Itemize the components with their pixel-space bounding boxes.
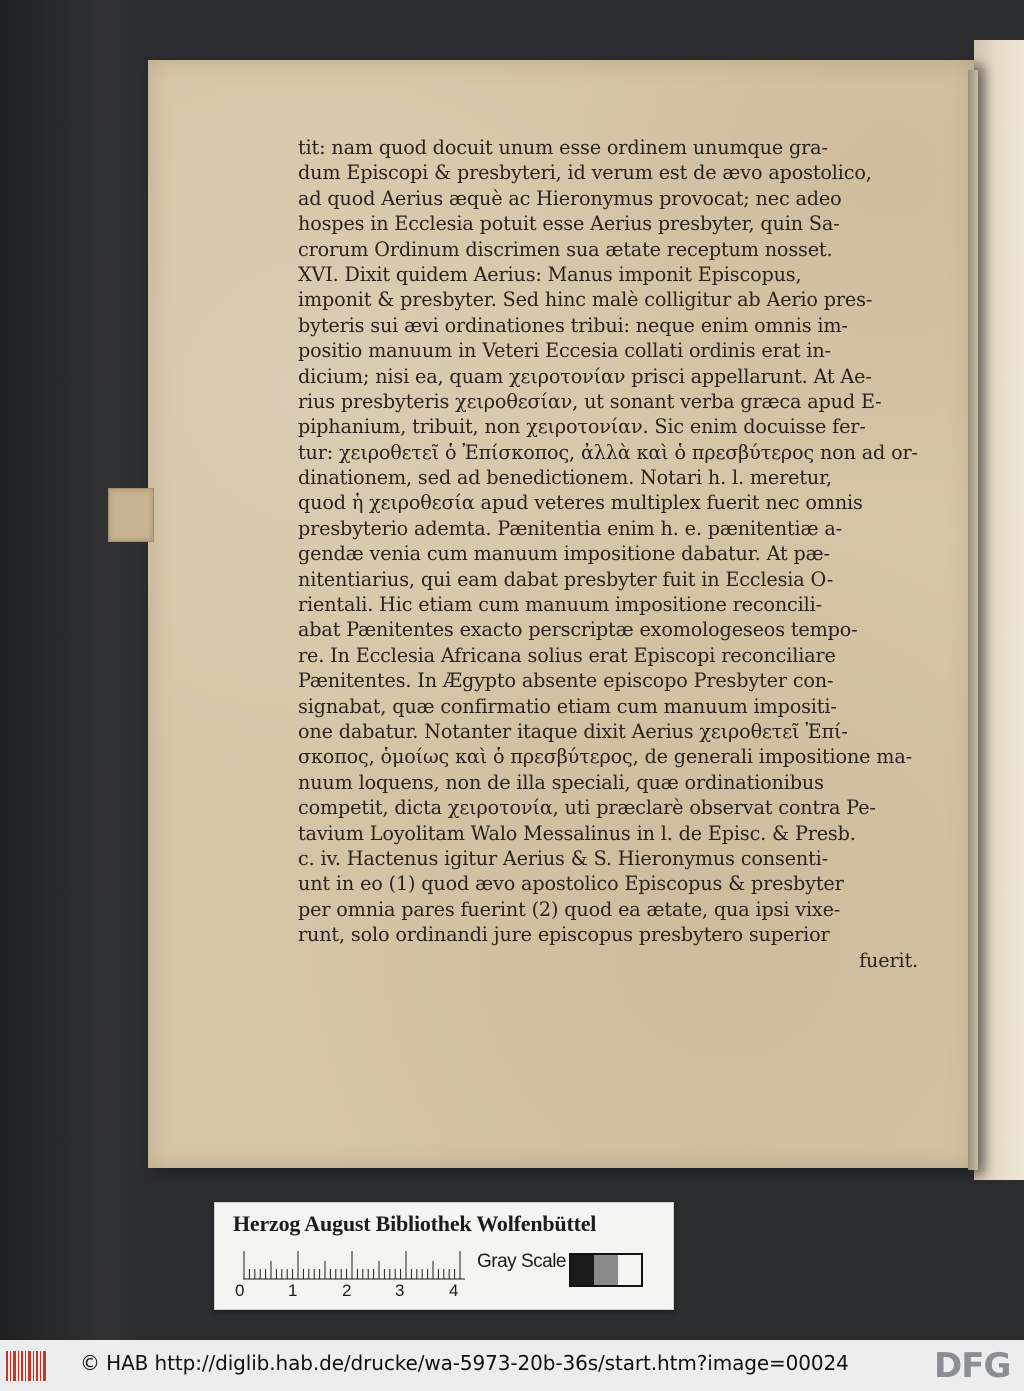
text-line: crorum Ordinum discrimen sua ætate receptum nosset.	[298, 237, 833, 261]
text-line: tit: nam quod docuit unum esse ordinem unumque gra-	[298, 136, 828, 159]
ruler-number: 1	[288, 1281, 298, 1300]
swatch-black	[571, 1255, 594, 1285]
dfg-logo: DFG	[934, 1346, 1011, 1386]
text-line: ad quod Aerius æquè ac Hieronymus provocat; nec adeo	[298, 186, 842, 210]
paper-tab	[108, 488, 154, 542]
ruler-numbers	[235, 1281, 475, 1303]
grayscale-swatches	[569, 1253, 643, 1287]
text-line: competit, dicta χειροτονία, uti præclarè observat contra Pe-	[298, 796, 876, 820]
swatch-white	[618, 1255, 641, 1285]
centimeter-ruler	[243, 1251, 465, 1281]
text-line: gendæ venia cum manuum impositione dabatur. At pæ-	[298, 542, 830, 566]
text-line: XVI. Dixit quidem Aerius: Manus imponit Episcopus,	[298, 262, 802, 286]
scan-backdrop	[0, 0, 150, 1340]
text-line: piphanium, tribuit, non χειροτονίαν. Sic enim docuisse fer-	[298, 415, 866, 439]
text-line: signabat, quæ confirmatio etiam cum manuum impositi-	[298, 694, 837, 718]
text-line: nitentiarius, qui eam dabat presbyter fuit in Ecclesia O-	[298, 567, 834, 591]
text-line: dum Episcopi & presbyteri, id verum est de ævo apostolico,	[298, 161, 872, 185]
text-line: rientali. Hic etiam cum manuum impositione reconcili-	[298, 593, 822, 617]
ruler-number: 2	[342, 1281, 352, 1300]
text-line: tur: χειροθετεῖ ὁ Ἐπίσκοπος, ἀλλὰ καὶ ὁ πρεσβύτερος non ad or-	[298, 440, 918, 464]
text-line: one dabatur. Notanter itaque dixit Aerius χειροθετεῖ Ἐπί-	[298, 719, 848, 743]
text-line: nuum loquens, non de illa speciali, quæ ordinationibus	[298, 770, 824, 794]
text-line: abat Pænitentes exacto perscriptæ exomologeseos tempo-	[298, 618, 858, 642]
barcode-icon	[6, 1351, 48, 1381]
text-line: per omnia pares fuerint (2) quod ea ætate, qua ipsi vixe-	[298, 897, 841, 921]
text-line: dicium; nisi ea, quam χειροτονίαν prisci appellarunt. At Ae-	[298, 364, 872, 388]
footer-bar	[0, 1340, 1024, 1391]
text-line: hospes in Ecclesia potuit esse Aerius presbyter, quin Sa-	[298, 212, 840, 236]
text-line: Pænitentes. In Ægypto absente episcopo Presbyter con-	[298, 669, 834, 693]
color-calibration-card	[214, 1202, 674, 1310]
ruler-number: 3	[395, 1281, 405, 1300]
ruler-number: 0	[235, 1281, 245, 1300]
swatch-gray	[594, 1255, 617, 1285]
text-line: c. iv. Hactenus igitur Aerius & S. Hieronymus consenti-	[298, 846, 828, 870]
text-line: byteris sui ævi ordinationes tribui: neque enim omnis im-	[298, 313, 848, 337]
text-line: quod ἡ χειροθεσία apud veteres multiplex fuerit nec omnis	[298, 491, 863, 515]
text-line: rius presbyteris χειροθεσίαν, ut sonant verba græca apud E-	[298, 389, 882, 413]
page-text	[298, 135, 918, 973]
grayscale-label: Gray Scale	[477, 1251, 566, 1272]
ruler-number: 4	[449, 1281, 459, 1300]
text-line: presbyterio ademta. Pænitentia enim h. e. pænitentiæ a-	[298, 516, 842, 540]
book-gutter	[968, 70, 978, 1170]
source-link[interactable]: © HAB http://diglib.hab.de/drucke/wa-5973-20b-36s/start.htm?image=00024	[80, 1351, 849, 1375]
text-line: tavium Loyolitam Walo Messalinus in l. de Episc. & Presb.	[298, 821, 856, 845]
text-line: runt, solo ordinandi jure episcopus presbytero superior	[298, 923, 830, 947]
text-line: re. In Ecclesia Africana solius erat Episcopi reconciliare	[298, 643, 836, 667]
text-line: imponit & presbyter. Sed hinc malè colligitur ab Aerio pres-	[298, 288, 873, 312]
text-line: dinationem, sed ad benedictionem. Notari h. l. meretur,	[298, 466, 832, 490]
text-line: unt in eo (1) quod ævo apostolico Episcopus & presbyter	[298, 872, 844, 896]
text-line: fuerit.	[859, 948, 918, 972]
text-line: σκοπος, ὁμοίως καὶ ὁ πρεσβύτερος, de generali impositione ma-	[298, 745, 912, 769]
text-line: positio manuum in Veteri Eccesia collati ordinis erat in-	[298, 339, 831, 363]
library-name: Herzog August Bibliothek Wolfenbüttel	[233, 1211, 597, 1236]
